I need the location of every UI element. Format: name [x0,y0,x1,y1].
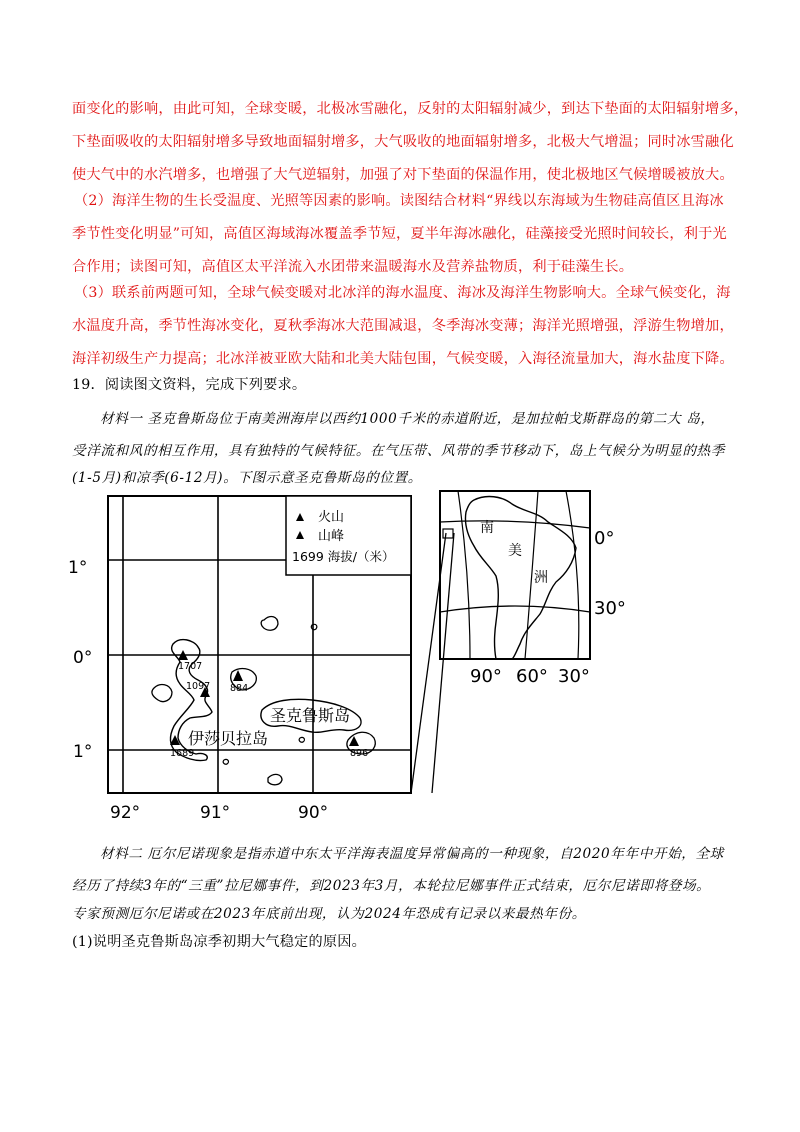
elevation-label: 884 [230,683,249,694]
lat-label-1n: 1° [68,558,88,578]
inset-continent-char: 美 [508,543,522,559]
answer-line-8: 水温度升高，季节性海冰变化，夏秋季海冰大范围减退，冬季海冰变薄；海洋光照增强，浮游生物增加， [72,318,734,334]
answer-line-6: 合作用；读图可知，高值区太平洋流入水团带来温暖海水及营养盐物质，利于硅藻生长。 [72,259,634,275]
inset-continent-char: 南 [480,520,494,536]
answer-line-9: 海洋初级生产力提高；北冰洋被亚欧大陆和北美大陆包围，气候变暖，入海径流量加大，海水盐度下降。 [72,351,734,367]
legend-peak-label: 山峰 [318,529,345,544]
inset-lon-label-30: 30° [558,666,590,687]
answer-line-4: （2）海洋生物的生长受温度、光照等因素的影响。读图结合材料“界线以东海域为生物硅高值区且海冰 [74,193,724,209]
legend-elevation-label: 1699 海拔/（米） [292,549,395,564]
lat-label-0: 0° [73,648,93,668]
material2-line-2: 经历了持续3年的“三重”拉尼娜事件，到2023年3月，本轮拉尼娜事件正式结束，厄尔尼诺即将登场。 [72,878,711,894]
material2-line-1: 材料二 厄尔尼诺现象是指赤道中东太平洋海表温度异常偏高的一种现象，自2020年年中开始，全球 [100,846,724,862]
answer-line-5: 季节性变化明显”可知，高值区海域海冰覆盖季节短，夏半年海冰融化，硅藻接受光照时间较长，利于光 [72,226,727,242]
answer-line-7: （3）联系前两题可知，全球气候变暖对北冰洋的海水温度、海冰及海洋生物影响大。全球气候变化，海 [74,285,731,301]
material1-line-3: (1-5月)和凉季(6-12月)。下图示意圣克鲁斯岛的位置。 [72,470,422,486]
lat-label-1s: 1° [73,742,93,762]
answer-line-2: 下垫面吸收的太阳辐射增多导致地面辐射增多，大气吸收的地面辐射增多，北极大气增温；同时冰雪融化 [72,134,734,150]
lon-label-91: 91° [200,803,231,823]
isabela-label: 伊莎贝拉岛 [188,729,269,748]
elevation-label: 1689 [170,748,195,759]
legend-volcano-label: 火山 [318,510,345,525]
material1-line-1: 材料一 圣克鲁斯岛位于南美洲海岸以西约1000千米的赤道附近，是加拉帕戈斯群岛的第二大 岛， [100,411,715,427]
inset-lat-label-30: 30° [594,598,626,619]
inset-lat-label-0: 0° [594,528,615,549]
material1-line-2: 受洋流和风的相互作用，具有独特的气候特征。在气压带、风带的季节移动下，岛上气候分为明显的热季 [72,443,725,459]
peak-marker [233,670,243,681]
question-title: 19．阅读图文资料，完成下列要求。 [72,377,307,393]
elevation-label: 1097 [186,681,211,692]
santa-cruz-label: 圣克鲁斯岛 [270,706,351,725]
inset-lon-label-90: 90° [470,666,502,687]
answer-line-1: 面变化的影响，由此可知，全球变暖，北极冰雪融化，反射的太阳辐射减少，到达下垫面的太阳辐射增多， [72,101,749,117]
question-1: (1)说明圣克鲁斯岛凉季初期大气稳定的原因。 [72,934,367,950]
lon-label-90: 90° [298,803,329,823]
answer-line-3: 使大气中的水汽增多，也增强了大气逆辐射，加强了对下垫面的保温作用，使北极地区气候增暖被放大。 [72,167,734,183]
elevation-label: 896 [350,748,369,759]
inset-lon-label-60: 60° [516,666,548,687]
elevation-label: 1707 [178,661,203,672]
inset-continent-char: 洲 [534,570,548,586]
material2-line-3: 专家预测厄尔尼诺或在2023年底前出现，认为2024年恐成有记录以来最热年份。 [72,906,586,922]
lon-label-92: 92° [110,803,141,823]
